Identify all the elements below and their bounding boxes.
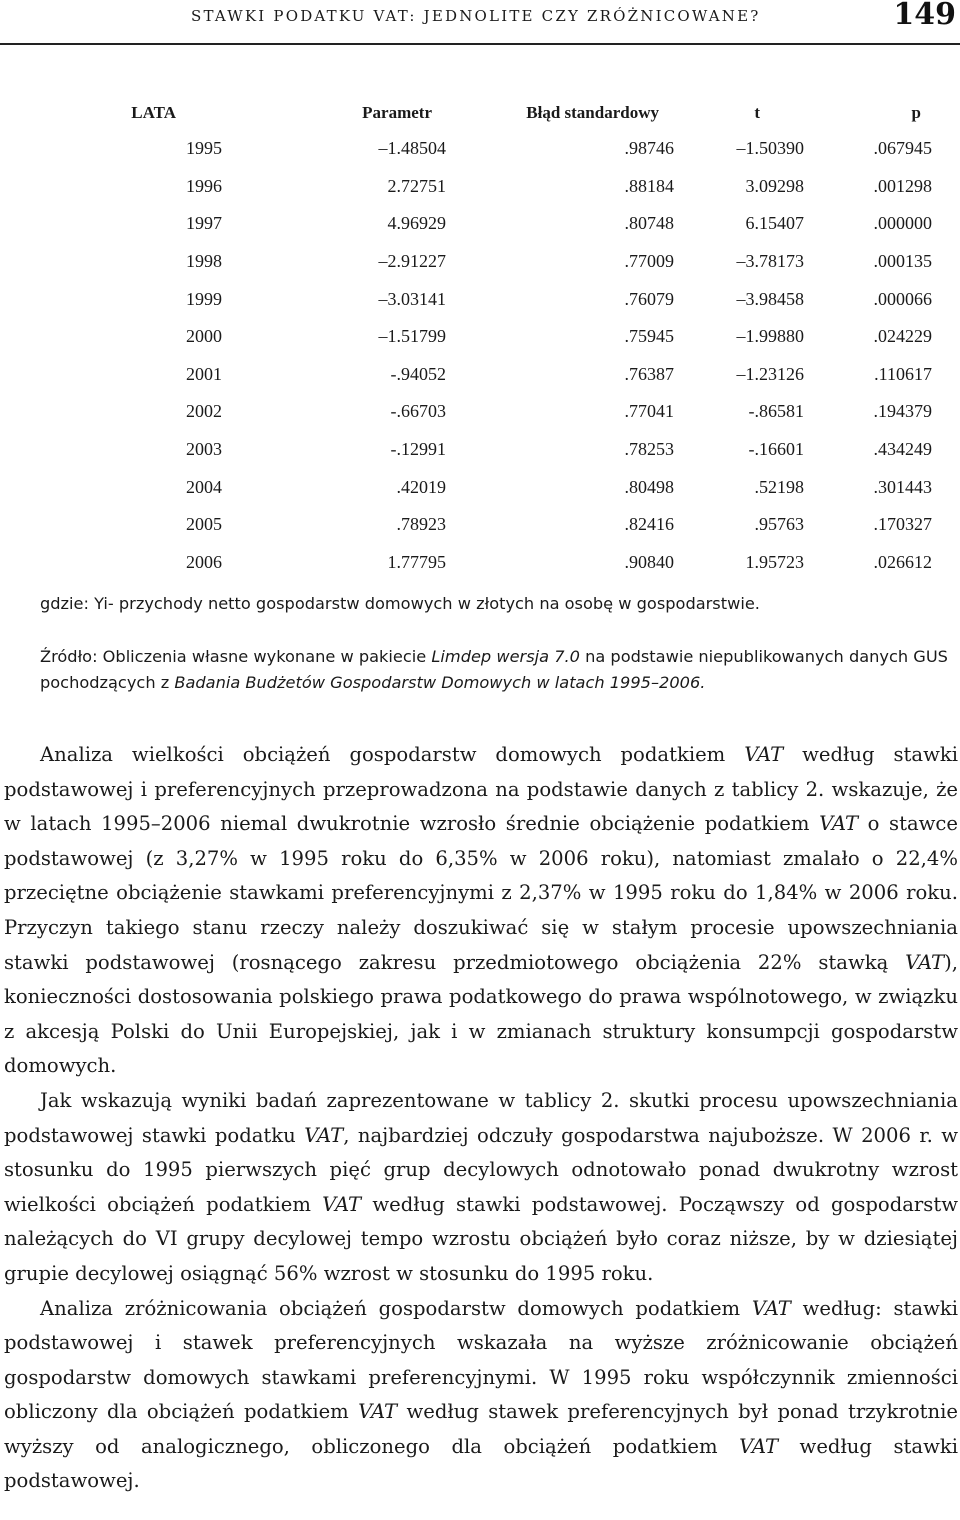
cell-p-value: .000000 bbox=[873, 213, 932, 234]
paragraph-1-text-b: według stawki podstawowej i preferencyjnych przeprowadzona na podstawie danych z tablicy 2. wskazuje, że w latach 1995–2006 niemal dwukrotnie wzrosło średnie obciążenie podatkiem bbox=[4, 743, 958, 836]
cell-year: 2004 bbox=[186, 476, 222, 497]
cell-p-value: .110617 bbox=[874, 363, 932, 384]
paragraph-1-text-a: Analiza wielkości obciążeń gospodarstw domowych podatkiem bbox=[40, 743, 745, 766]
cell-parameter: -.66703 bbox=[390, 401, 446, 422]
table-row bbox=[0, 205, 932, 243]
source-software: Limdep wersja 7.0 bbox=[431, 647, 580, 666]
paragraph-3-text-b: według: stawki podstawowej i stawek preferencyjnych wskazała na wyższe zróżnicowanie obciążeń gospodarstw domowych stawkami preferencyjnymi. W 1995 roku współczynnik zmienności obliczony dla obciążeń podatkiem bbox=[4, 1296, 958, 1424]
column-header-years: LATA bbox=[131, 103, 176, 122]
table-body bbox=[0, 130, 932, 581]
running-head: STAWKI PODATKU VAT: JEDNOLITE CZY ZRÓŻNICOWANE? bbox=[191, 7, 761, 25]
cell-year: 1999 bbox=[186, 288, 222, 309]
cell-parameter: .78923 bbox=[396, 514, 446, 535]
paragraph-3-text-a: Analiza zróżnicowania obciążeń gospodarstw domowych podatkiem bbox=[40, 1296, 752, 1320]
cell-p-value: .026612 bbox=[873, 551, 932, 572]
cell-std-error: .90840 bbox=[624, 551, 674, 572]
page-number: 149 bbox=[893, 0, 956, 32]
cell-parameter: -.12991 bbox=[390, 439, 446, 460]
cell-parameter: 1.77795 bbox=[387, 551, 446, 572]
source-middle: na podstawie niepublikowanych danych GUS pochodzących z bbox=[40, 647, 948, 692]
vat-term: VAT bbox=[304, 1123, 344, 1147]
table-row bbox=[0, 318, 932, 356]
cell-year: 2003 bbox=[186, 439, 222, 460]
cell-std-error: .77041 bbox=[624, 401, 674, 422]
cell-parameter: –1.48504 bbox=[378, 138, 446, 159]
table-row bbox=[0, 243, 932, 281]
cell-year: 1997 bbox=[186, 213, 222, 234]
paragraph-2-text-a: Jak wskazują wyniki badań zaprezentowane w tablicy 2. skutki procesu upowszechniania podstawowej stawki podatku bbox=[4, 1088, 958, 1147]
page-header bbox=[0, 0, 960, 46]
paragraph-3-text-d: według stawki podstawowej. bbox=[4, 1434, 959, 1493]
cell-year: 2000 bbox=[186, 326, 222, 347]
cell-std-error: .88184 bbox=[624, 175, 674, 196]
paragraph-2-text-c: według stawki podstawowej. Począwszy od gospodarstw należących do VI grupy decylowej tempo wzrostu obciążeń było coraz niższe, by w dziesiątej grupie decylowej osiągnąć 56% wzrost w stosunku do 1995 roku. bbox=[4, 1192, 959, 1285]
table-row bbox=[0, 130, 932, 168]
cell-p-value: .170327 bbox=[873, 514, 932, 535]
table-row bbox=[0, 168, 932, 206]
cell-t-value: 1.95723 bbox=[745, 551, 804, 572]
cell-p-value: .000135 bbox=[873, 251, 932, 272]
paragraph-3 bbox=[4, 1292, 958, 1500]
cell-std-error: .78253 bbox=[624, 439, 674, 460]
vat-term: VAT bbox=[739, 1434, 779, 1458]
cell-year: 2005 bbox=[186, 514, 222, 535]
table-header-row bbox=[0, 96, 932, 130]
cell-t-value: 3.09298 bbox=[745, 175, 804, 196]
cell-year: 2002 bbox=[186, 401, 222, 422]
source-prefix: Źródło: Obliczenia własne wykonane w pakiecie bbox=[40, 647, 432, 666]
cell-year: 2006 bbox=[186, 551, 222, 572]
cell-std-error: .98746 bbox=[624, 138, 674, 159]
cell-parameter: –1.51799 bbox=[378, 326, 446, 347]
cell-parameter: .42019 bbox=[396, 476, 446, 497]
table-row bbox=[0, 506, 932, 544]
cell-p-value: .067945 bbox=[873, 138, 932, 159]
cell-t-value: –1.50390 bbox=[736, 138, 804, 159]
table-row bbox=[0, 280, 932, 318]
table-row bbox=[0, 431, 932, 469]
cell-p-value: .301443 bbox=[873, 476, 932, 497]
table-row bbox=[0, 468, 932, 506]
cell-year: 1998 bbox=[186, 251, 222, 272]
cell-parameter: 2.72751 bbox=[387, 175, 446, 196]
cell-p-value: .001298 bbox=[873, 175, 932, 196]
vat-term: VAT bbox=[905, 950, 945, 974]
paragraph-1-text-c: o stawce podstawowej (z 3,27% w 1995 roku do 6,35% w 2006 roku), natomiast zmalało o 22,4% przeciętne obciążenie stawkami preferencyjnymi z 2,37% w 1995 roku do 1,84% w 2006 roku. Przyczyn takiego stanu rzeczy należy doszukiwać się w stałym procesie upowszechniania stawki podstawowej (rosnącego zakresu przedmiotowego obciążenia 22% stawką bbox=[4, 812, 958, 974]
table-row bbox=[0, 356, 932, 394]
paragraph-3-text-c: według stawek preferencyjnych był ponad trzykrotnie wyższy od analogicznego, obliczonego dla obciążeń podatkiem bbox=[4, 1400, 959, 1458]
cell-p-value: .434249 bbox=[873, 439, 932, 460]
cell-t-value: 6.15407 bbox=[745, 213, 804, 234]
cell-year: 1996 bbox=[186, 175, 222, 196]
cell-std-error: .75945 bbox=[624, 326, 674, 347]
cell-parameter: -.94052 bbox=[390, 363, 446, 384]
vat-term: VAT bbox=[751, 1296, 791, 1320]
cell-std-error: .80748 bbox=[624, 213, 674, 234]
cell-std-error: .80498 bbox=[624, 476, 674, 497]
header-rule bbox=[0, 43, 960, 45]
cell-std-error: .77009 bbox=[624, 251, 674, 272]
cell-t-value: .52198 bbox=[754, 476, 804, 497]
paragraph-2 bbox=[4, 1084, 958, 1292]
column-header-t: t bbox=[754, 103, 760, 122]
cell-year: 1995 bbox=[186, 138, 222, 159]
cell-t-value: -.16601 bbox=[748, 439, 804, 460]
vat-term: VAT bbox=[322, 1192, 362, 1216]
vat-term: VAT bbox=[819, 812, 859, 836]
regression-table bbox=[0, 96, 932, 581]
cell-std-error: .76079 bbox=[624, 288, 674, 309]
body-text bbox=[4, 738, 958, 1499]
table-row bbox=[0, 393, 932, 431]
column-header-std-error: Błąd standardowy bbox=[526, 103, 659, 122]
cell-parameter: –2.91227 bbox=[378, 251, 446, 272]
cell-std-error: .76387 bbox=[624, 363, 674, 384]
table-note: gdzie: Yi- przychody netto gospodarstw domowych w złotych na osobę w gospodarstwie. bbox=[40, 594, 760, 613]
cell-p-value: .000066 bbox=[873, 288, 932, 309]
cell-t-value: -.86581 bbox=[748, 401, 804, 422]
cell-p-value: .194379 bbox=[873, 401, 932, 422]
cell-t-value: –1.23126 bbox=[736, 363, 804, 384]
vat-term: VAT bbox=[744, 743, 784, 766]
cell-std-error: .82416 bbox=[624, 514, 674, 535]
column-header-parameter: Parametr bbox=[362, 103, 432, 122]
vat-term: VAT bbox=[358, 1400, 398, 1424]
cell-t-value: –3.98458 bbox=[736, 288, 804, 309]
cell-parameter: –3.03141 bbox=[378, 288, 446, 309]
cell-t-value: –3.78173 bbox=[736, 251, 804, 272]
paragraph-1-text-d: ), konieczności dostosowania polskiego prawa podatkowego do prawa wspólnotowego, w związku z akcesją Polski do Unii Europejskiej, jak i w zmianach struktury konsumpcji gospodarstw domowych. bbox=[4, 950, 958, 1078]
column-header-p: p bbox=[911, 103, 921, 122]
cell-parameter: 4.96929 bbox=[387, 213, 446, 234]
table-row bbox=[0, 544, 932, 582]
table-source bbox=[40, 644, 958, 696]
cell-t-value: –1.99880 bbox=[736, 326, 804, 347]
source-survey: Badania Budżetów Gospodarstw Domowych w latach 1995–2006. bbox=[174, 673, 706, 692]
paragraph-1 bbox=[4, 738, 958, 1084]
cell-p-value: .024229 bbox=[873, 326, 932, 347]
cell-t-value: .95763 bbox=[754, 514, 804, 535]
cell-year: 2001 bbox=[186, 363, 222, 384]
paragraph-2-text-b: , najbardziej odczuły gospodarstwa najuboższe. W 2006 r. w stosunku do 1995 pierwszych pięć grup decylowych odnotowało ponad dwukrotny wzrost wielkości obciążeń podatkiem bbox=[4, 1123, 958, 1216]
